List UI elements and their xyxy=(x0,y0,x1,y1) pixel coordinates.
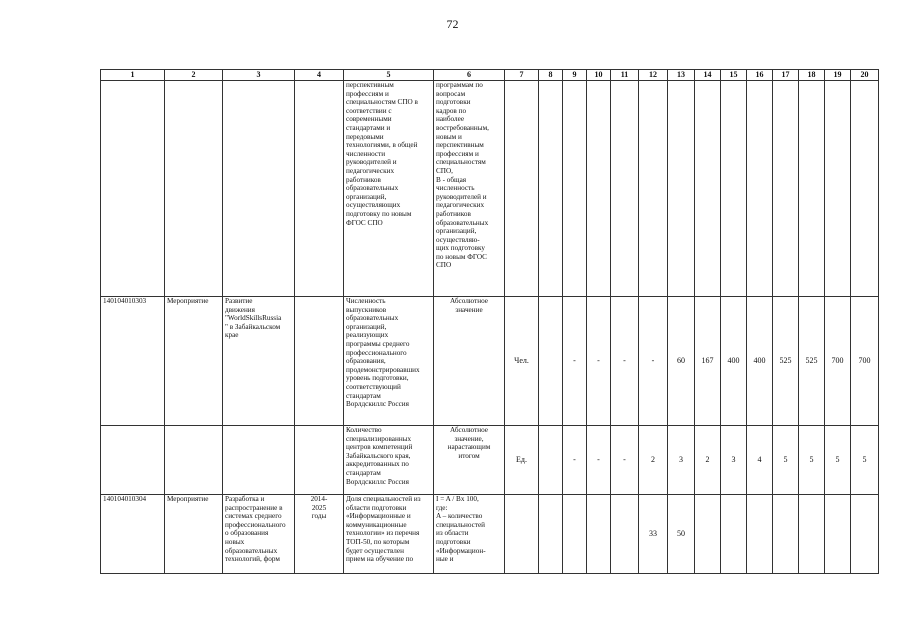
value-cell xyxy=(825,495,851,574)
header-cell: 10 xyxy=(587,70,611,81)
header-cell: 17 xyxy=(773,70,799,81)
value-cell: 33 xyxy=(639,495,668,574)
value-cell: 50 xyxy=(668,495,695,574)
table-cell xyxy=(223,426,295,495)
value-cell: 167 xyxy=(695,297,721,426)
indicators-table xyxy=(100,69,879,574)
unit-cell: Ед. xyxy=(505,426,539,495)
value-cell: 400 xyxy=(747,297,773,426)
value-cell xyxy=(773,495,799,574)
formula-text: I = A / Bx 100, где: A – количество специальностей из области подготовки «Информацион- ные и xyxy=(434,495,505,574)
value-cell xyxy=(611,495,639,574)
table-row xyxy=(101,297,879,426)
header-cell: 11 xyxy=(611,70,639,81)
header-cell: 15 xyxy=(721,70,747,81)
table-cell xyxy=(587,81,611,297)
header-cell: 18 xyxy=(799,70,825,81)
value-cell xyxy=(563,495,587,574)
indicator-text: перспективным профессиям и специальностям СПО в соответствии с современными стандартами и передовыми технологиями, в общей численности руководителей и педагогических работников образовательных организаций, осуществляющих подготовку по новым ФГОС СПО xyxy=(344,81,434,297)
type-cell: Мероприятие xyxy=(165,297,223,426)
value-cell: 700 xyxy=(825,297,851,426)
header-cell: 2 xyxy=(165,70,223,81)
value-cell xyxy=(747,495,773,574)
activity-name: Развитие движения "WorldSkillsRussia " в Забайкальском крае xyxy=(223,297,295,426)
table-cell xyxy=(165,426,223,495)
header-cell: 4 xyxy=(295,70,344,81)
value-cell: 700 xyxy=(851,297,879,426)
activity-name: Разработка и распространение в системах среднего профессионального о образования новых образовательных технологий, форм xyxy=(223,495,295,574)
value-cell: 5 xyxy=(825,426,851,495)
page-number: 72 xyxy=(446,17,459,31)
table-cell xyxy=(747,81,773,297)
table-cell xyxy=(851,81,879,297)
value-cell: 3 xyxy=(721,426,747,495)
table-cell xyxy=(825,81,851,297)
value-cell xyxy=(799,495,825,574)
value-cell xyxy=(695,495,721,574)
header-cell: 5 xyxy=(344,70,434,81)
table-cell xyxy=(165,81,223,297)
table-cell xyxy=(721,81,747,297)
value-cell: 5 xyxy=(799,426,825,495)
header-cell: 12 xyxy=(639,70,668,81)
period-cell: 2014- 2025 годы xyxy=(295,495,344,574)
code-cell: 140104010304 xyxy=(101,495,165,574)
table-cell xyxy=(668,81,695,297)
value-cell: - xyxy=(563,297,587,426)
value-cell: 2 xyxy=(695,426,721,495)
indicator-text: Численность выпускников образовательных организаций, реализующих программы среднего профессионального образования, продемонстрировавших уровень подготовки, соответствующий стандартам Ворлдскиллс Россия xyxy=(344,297,434,426)
table-cell xyxy=(799,81,825,297)
indicator-text: Количество специализированных центров компетенций Забайкальского края, аккредитованных по стандартам Ворлдскиллс Россия xyxy=(344,426,434,495)
value-cell xyxy=(539,297,563,426)
value-cell xyxy=(851,495,879,574)
value-cell: - xyxy=(587,297,611,426)
value-cell: - xyxy=(611,297,639,426)
formula-text: Абсолютное значение xyxy=(434,297,505,426)
value-cell: - xyxy=(563,426,587,495)
header-cell: 19 xyxy=(825,70,851,81)
value-cell xyxy=(587,495,611,574)
table-cell xyxy=(639,81,668,297)
table-cell xyxy=(611,81,639,297)
table-row xyxy=(101,426,879,495)
table-cell xyxy=(563,81,587,297)
value-cell: 2 xyxy=(639,426,668,495)
unit-cell xyxy=(505,495,539,574)
header-row xyxy=(101,70,879,81)
header-cell: 7 xyxy=(505,70,539,81)
header-cell: 13 xyxy=(668,70,695,81)
header-cell: 6 xyxy=(434,70,505,81)
table-row xyxy=(101,495,879,574)
header-cell: 9 xyxy=(563,70,587,81)
value-cell xyxy=(539,426,563,495)
value-cell: 60 xyxy=(668,297,695,426)
table-cell xyxy=(295,81,344,297)
header-cell: 14 xyxy=(695,70,721,81)
value-cell: 5 xyxy=(773,426,799,495)
indicator-text: Доля специальностей из области подготовки «Информационные и коммуникационные технологии» из перечня ТОП-50, по которым будет осуществлен прием на обучение по xyxy=(344,495,434,574)
header-cell: 20 xyxy=(851,70,879,81)
table-cell xyxy=(773,81,799,297)
value-cell xyxy=(539,495,563,574)
table-cell xyxy=(101,81,165,297)
formula-text: Абсолютное значение, нарастающим итогом xyxy=(434,426,505,495)
header-cell: 1 xyxy=(101,70,165,81)
unit-cell: Чел. xyxy=(505,297,539,426)
value-cell: - xyxy=(587,426,611,495)
table-row xyxy=(101,81,879,297)
value-cell: 3 xyxy=(668,426,695,495)
table-cell xyxy=(539,81,563,297)
value-cell: - xyxy=(639,297,668,426)
value-cell: - xyxy=(611,426,639,495)
table-cell xyxy=(295,426,344,495)
period-cell xyxy=(295,297,344,426)
header-cell: 8 xyxy=(539,70,563,81)
table-cell xyxy=(505,81,539,297)
code-cell: 140104010303 xyxy=(101,297,165,426)
value-cell: 400 xyxy=(721,297,747,426)
value-cell: 4 xyxy=(747,426,773,495)
value-cell: 5 xyxy=(851,426,879,495)
value-cell: 525 xyxy=(799,297,825,426)
header-cell: 3 xyxy=(223,70,295,81)
table-cell xyxy=(101,426,165,495)
table-cell xyxy=(223,81,295,297)
value-cell: 525 xyxy=(773,297,799,426)
formula-text: программам по вопросам подготовки кадров по наиболее востребованным, новым и перспективным профессиям и специальностям СПО, В - общая численность руководителей и педагогических работников образовательных организаций, осуществляю- щих подготовку по новым ФГОС СПО xyxy=(434,81,505,297)
table-cell xyxy=(695,81,721,297)
value-cell xyxy=(721,495,747,574)
type-cell: Мероприятие xyxy=(165,495,223,574)
header-cell: 16 xyxy=(747,70,773,81)
